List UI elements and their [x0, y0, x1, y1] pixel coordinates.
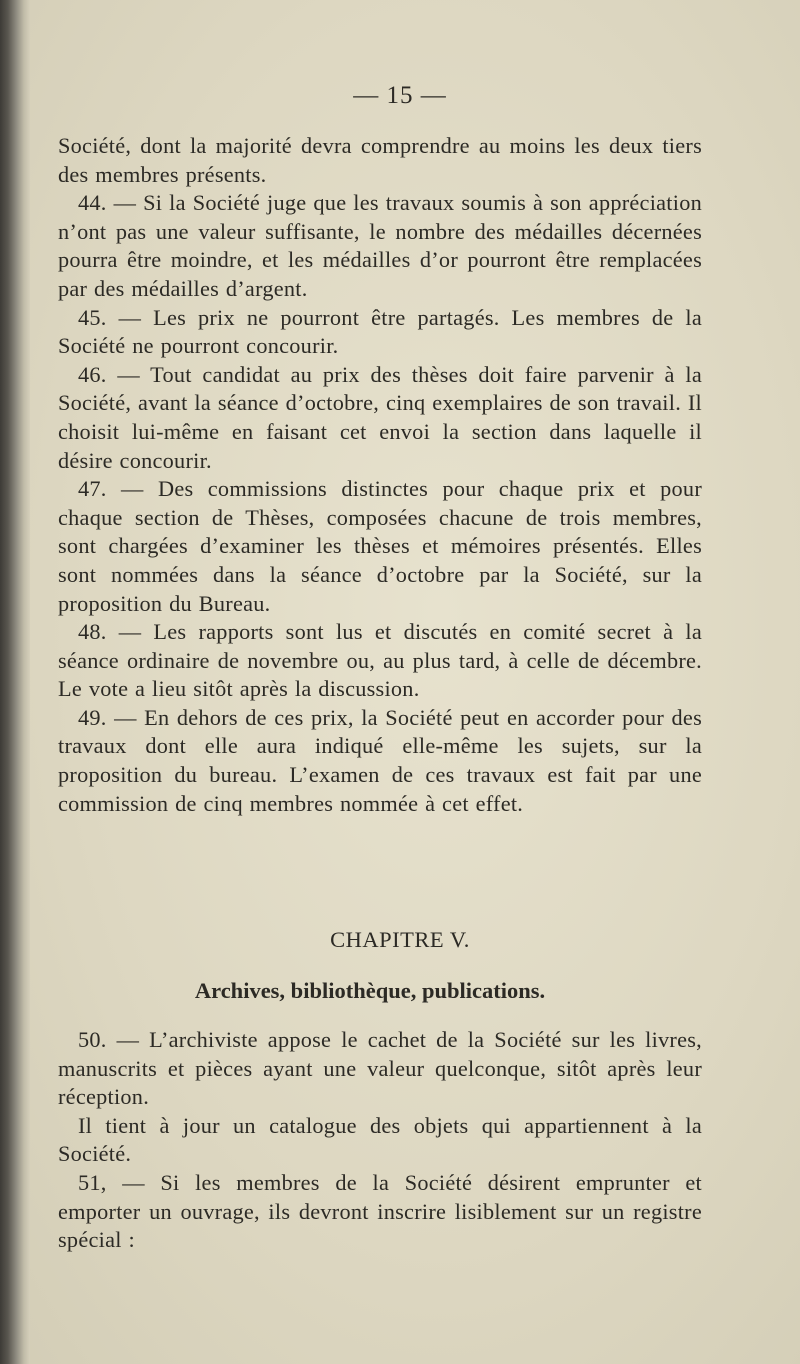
paragraph-article-51: 51, — Si les membres de la Société désirent emprunter et emporter un ouvrage, ils devront inscrire lisiblement sur un registre spécial : [58, 1169, 702, 1253]
paragraph-article-49: 49. — En dehors de ces prix, la Société peut en accorder pour des travaux dont elle aura indiqué elle-même les sujets, sur la proposition du bureau. L’examen de ces travaux est fait par une commission de cinq membres nommée à cet effet. [58, 704, 702, 816]
paragraph-article-47: 47. — Des commissions distinctes pour chaque prix et pour chaque section de Thèses, composées chacune de trois membres, sont chargées d’examiner les thèses et mémoires présentés. Elles sont nommées dans la séance d’octobre par la Société, sur la proposition du Bureau. [58, 476, 702, 616]
chapter-heading: CHAPITRE V. [330, 927, 470, 952]
body-text-top [58, 132, 702, 818]
paragraph-article-44: 44. — Si la Société juge que les travaux soumis à son appréciation n’ont pas une valeur suffisante, le nombre des médailles décernées pourra être moindre, et les médailles d’or pourront être remplacées par des médailles d’argent. [58, 190, 702, 301]
paragraph-catalogue: Il tient à jour un catalogue des objets qui appartiennent à la Société. [58, 1112, 702, 1167]
book-binding-edge [0, 0, 30, 1364]
chapter-title: Archives, bibliothèque, publications. [194, 978, 546, 1003]
body-text-bottom [58, 1026, 702, 1255]
paragraph-article-46: 46. — Tout candidat au prix des thèses doit faire parvenir à la Société, avant la séance d’octobre, cinq exemplaires de son travail. Il choisit lui-même en faisant cet envoi la section dans laquelle il désire concourir. [58, 361, 702, 473]
paragraph-article-45: 45. — Les prix ne pourront être partagés. Les membres de la Société ne pourront concourir. [58, 304, 702, 359]
paragraph-continuation: Société, dont la majorité devra comprendre au moins les deux tiers des membres présents. [58, 133, 702, 187]
paragraph-article-48: 48. — Les rapports sont lus et discutés en comité secret à la séance ordinaire de novembre ou, au plus tard, à celle de décembre. Le vote a lieu sitôt après la discussion. [58, 619, 702, 702]
page-number: — 15 — [353, 82, 447, 109]
paragraph-article-50: 50. — L’archiviste appose le cachet de la Société sur les livres, manuscrits et pièces ayant une valeur quelconque, sitôt après leur réception. [58, 1027, 702, 1110]
